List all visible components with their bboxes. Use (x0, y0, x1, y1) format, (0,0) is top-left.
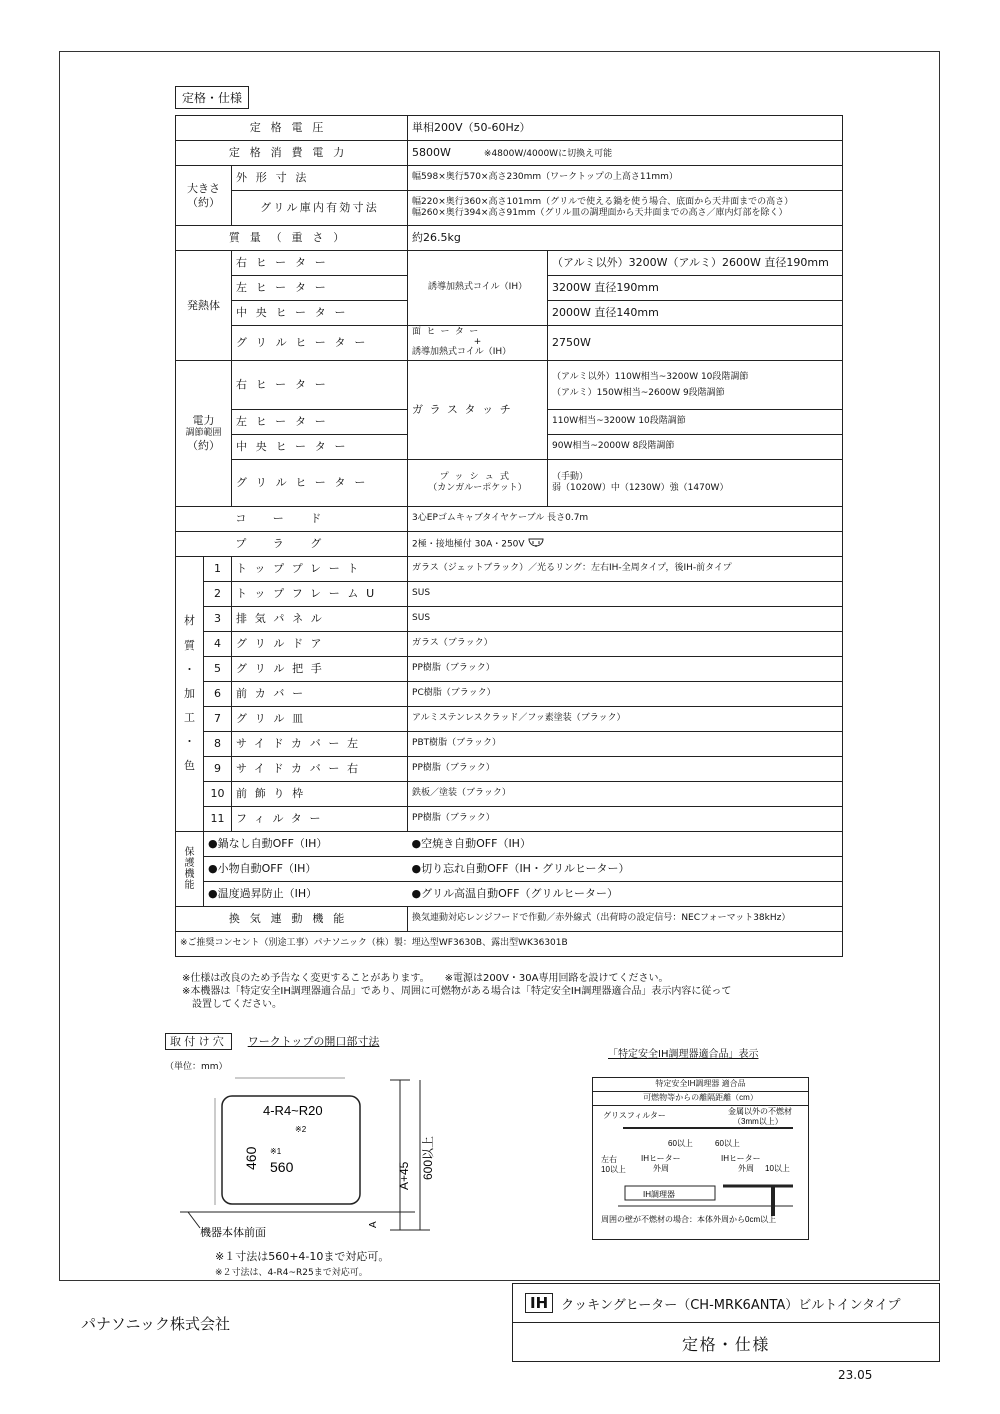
spec-table (175, 115, 843, 957)
width-label: 560 (270, 1159, 294, 1175)
product-name: クッキングヒーター（CH-MRK6ANTA）ビルトインタイプ (561, 1297, 901, 1313)
power-group-3: （約） (187, 439, 220, 453)
power-group-1: 電力 (192, 414, 215, 428)
material-part: 前飾り枠 (232, 782, 408, 807)
radius-label: 4-R4~R20 (263, 1103, 323, 1118)
material-no: 6 (204, 682, 232, 707)
material-part: サイドカバー左 (232, 732, 408, 757)
mass-label: 質量（重さ） (176, 226, 408, 251)
safety-footer: 周囲の壁が不燃材の場合：本体外周から0cm以上 (601, 1215, 777, 1224)
mounting-unit: （単位：mm） (165, 1062, 228, 1072)
power-left-value: 110W相当~3200W 10段階調節 (548, 410, 843, 435)
outer-size-value: 幅598×奥行570×高さ230mm（ワークトップの上高さ11mm） (408, 166, 843, 191)
ventilation-label: 換気連動機能 (176, 907, 408, 932)
v60-1-label: 60以上 (668, 1139, 693, 1148)
material-part: グリルドア (232, 632, 408, 657)
protection-right-2: ●切り忘れ自動OFF（IH・グリルヒーター） (408, 857, 843, 882)
plug-value: 2極・接地極付 30A・250V (412, 539, 525, 550)
safety-box (592, 1077, 809, 1240)
material-value: PP樹脂（ブラック） (408, 807, 843, 832)
heating-grill-type (408, 326, 548, 361)
rated-power-label: 定格消費電力 (176, 141, 408, 166)
note-1: ※仕様は改良のため予告なく変更することがあります。 ※電源は200V・30A専用回路を設けてください。 (182, 973, 669, 984)
grill-type-plus: + (473, 337, 482, 348)
material-no: 10 (204, 782, 232, 807)
material-value: ガラス（ジェットブラック）／光るリング：左右IH-全周タイプ，後IH-前タイプ (408, 557, 843, 582)
material-no: 5 (204, 657, 232, 682)
heating-coil: 誘導加熱式コイル（IH） (408, 251, 548, 326)
mounting-label: 取付け穴 (165, 1033, 232, 1050)
note-2: ※本機器は「特定安全IH調理器適合品」であり、周囲に可燃物がある場合は「特定安全IH調理器適合品」表示内容に従って (182, 986, 732, 997)
power-center-label: 中央ヒーター (232, 435, 408, 460)
material-row (176, 607, 843, 632)
grill-type-1: 面ヒーター (412, 327, 484, 338)
power-grill-value-2: 弱（1020W）中（1230W）強（1470W） (552, 483, 729, 493)
grease-label: グリスフィルター (603, 1111, 666, 1120)
grill-size-value-1: 幅220×奥行360×高さ101mm（グリルで使える鍋を使う場合、底面から天井面までの高さ） (412, 196, 794, 207)
ventilation-value: 換気連動対応レンジフードで作動／赤外線式（出荷時の設定信号：NECフォーマット38kHz） (408, 907, 843, 932)
push-1: プッシュ式 (439, 471, 516, 482)
heating-grill-label: グリルヒーター (232, 326, 408, 361)
materials-group-char: 色 (184, 759, 195, 773)
power-right-value-1: （アルミ以外）110W相当~3200W 10段階調節 (552, 371, 749, 382)
material-no: 11 (204, 807, 232, 832)
power-right-label: 右ヒーター (232, 361, 408, 410)
grill-size-cell (408, 191, 843, 226)
height-a-label: A+45 (397, 1161, 411, 1190)
material-value: PBT樹脂（ブラック） (408, 732, 843, 757)
material-row (176, 782, 843, 807)
protection-right-3: ●グリル高温自動OFF（グリルヒーター） (408, 882, 843, 907)
power-right-value (548, 361, 843, 410)
rated-power-cell (408, 141, 843, 166)
ih-outer-2-label: IHヒーター (721, 1154, 761, 1163)
mounting-note-1: ※１寸法は560+4-10まで対応可。 (215, 1250, 390, 1263)
power-range-group (176, 361, 232, 507)
mark1-label: ※1 (270, 1147, 282, 1156)
grill-size-value-2: 幅260×奥行394×高さ91mm（グリル皿の調理面から天井面までの高さ／庫内灯部を除く） (412, 208, 788, 218)
protection-left-1: ●鍋なし自動OFF（IH） (204, 832, 408, 857)
company-name: パナソニック株式会社 (81, 1315, 230, 1333)
ih-outer-1b-label: 外周 (653, 1164, 669, 1173)
side-label: 左右 (601, 1155, 617, 1164)
material-part: グリル把手 (232, 657, 408, 682)
material-value: 鉄板／塗装（ブラック） (408, 782, 843, 807)
front-label: 機器本体前面 (200, 1227, 266, 1239)
ih-mark: IH (525, 1293, 553, 1313)
material-part: サイドカバー右 (232, 757, 408, 782)
rated-power-note: ※4800W/4000Wに切換え可能 (483, 148, 613, 159)
material-part: 前カバー (232, 682, 408, 707)
power-grill-value-1: （手動） (552, 471, 589, 482)
material-value: ガラス（ブラック） (408, 632, 843, 657)
materials-group-char: 工 (184, 711, 195, 725)
material-row (176, 557, 843, 582)
plug-label: プラグ (176, 532, 408, 557)
protection-left-2: ●小物自動OFF（IH） (204, 857, 408, 882)
notes (182, 972, 731, 1011)
outer-size-label: 外形寸法 (232, 166, 408, 191)
material-value: アルミステンレスクラッド／フッ素塗装（ブラック） (408, 707, 843, 732)
rated-power-value: 5800W (412, 145, 451, 159)
heating-group: 発熱体 (176, 251, 232, 361)
material-part: 排気パネル (232, 607, 408, 632)
protection-group: 保護機能 (176, 832, 204, 907)
material-row (176, 807, 843, 832)
materials-group-char: 質 (184, 638, 195, 652)
mounting-diagram (170, 1070, 450, 1270)
push-2: （カンガルーポケット） (428, 483, 527, 493)
size-group: 大きさ（約） (176, 166, 232, 226)
glass-touch: ガラスタッチ (408, 361, 548, 460)
cord-label: コード (176, 507, 408, 532)
power-left-label: 左ヒーター (232, 410, 408, 435)
power-center-value: 90W相当~2000W 8段階調節 (548, 435, 843, 460)
safety-diagram (593, 1106, 808, 1226)
section-title: 定格・仕様 (175, 86, 249, 109)
materials-group-char: ・ (184, 662, 195, 676)
cord-value: 3心EPゴムキャブタイヤケーブル 長さ0.7m (408, 507, 843, 532)
power-group-2: 調節範囲 (185, 427, 222, 438)
v60-2-label: 60以上 (715, 1139, 740, 1148)
materials-group (176, 557, 204, 832)
heating-left-label: 左ヒーター (232, 276, 408, 301)
heating-right-label: 右ヒーター (232, 251, 408, 276)
safety-head: 特定安全IH調理器 適合品 (593, 1078, 808, 1092)
power-right-value-2: （アルミ）150W相当~2600W 9段階調節 (552, 388, 725, 398)
material-no: 7 (204, 707, 232, 732)
material-part: グリル皿 (232, 707, 408, 732)
materials-group-char: ・ (184, 735, 195, 749)
a-label: A (368, 1221, 379, 1228)
material-no: 9 (204, 757, 232, 782)
mounting-header (165, 1033, 379, 1049)
grill-size-label: グリル庫内有効寸法 (232, 191, 408, 226)
doc-title: 定格・仕様 (681, 1334, 770, 1354)
heating-right-value: （アルミ以外）3200W（アルミ）2600W 直径190mm (548, 251, 843, 276)
protection-left-3: ●温度過昇防止（IH） (204, 882, 408, 907)
outlet-note: ※ご推奨コンセント（別途工事）パナソニック（株）製：埋込型WF3630B、露出型WK36301B (176, 932, 843, 957)
mounting-note-2: ※２寸法は、4-R4~R25まで対応可。 (215, 1268, 368, 1278)
mark2-label: ※2 (295, 1125, 307, 1134)
power-grill-value (548, 460, 843, 507)
material-no: 1 (204, 557, 232, 582)
material-no: 4 (204, 632, 232, 657)
material-row (176, 757, 843, 782)
height-600-label: 600以上 (421, 1135, 435, 1180)
grill-type-2: 誘導加熱式コイル（IH） (412, 346, 512, 357)
material-value: PC樹脂（ブラック） (408, 682, 843, 707)
title-block (512, 1283, 940, 1362)
material-value: PP樹脂（ブラック） (408, 757, 843, 782)
safety-unit-label: IH調理器 (643, 1190, 675, 1199)
heating-grill-value: 2750W (548, 326, 843, 361)
side-10b-label: 10以上 (765, 1164, 790, 1173)
mass-value: 約26.5kg (408, 226, 843, 251)
material-row (176, 657, 843, 682)
safety-sub: 可燃物等からの離隔距離（cm） (593, 1092, 808, 1106)
heating-center-value: 2000W 直径140mm (548, 301, 843, 326)
material-part: フィルター (232, 807, 408, 832)
material-value: SUS (408, 607, 843, 632)
side-10-label: 10以上 (601, 1165, 626, 1174)
material-part: トップフレームU (232, 582, 408, 607)
ih-outer-1-label: IHヒーター (641, 1154, 681, 1163)
depth-label: 460 (243, 1146, 259, 1170)
push-type (408, 460, 548, 507)
material-value: PP樹脂（ブラック） (408, 657, 843, 682)
material-row (176, 582, 843, 607)
material-row (176, 682, 843, 707)
heating-center-label: 中央ヒーター (232, 301, 408, 326)
materials-group-char: 加 (184, 686, 195, 700)
material-no: 2 (204, 582, 232, 607)
material-no: 3 (204, 607, 232, 632)
materials-body (176, 557, 843, 832)
nonmetal-2-label: （3mm以上） (733, 1117, 783, 1126)
nonmetal-label: 金属以外の不燃材 (728, 1107, 792, 1116)
material-no: 8 (204, 732, 232, 757)
note-3: 設置してください。 (182, 999, 282, 1010)
plug-cell (408, 532, 843, 557)
doc-number: 23.05 (838, 1368, 873, 1382)
material-row (176, 732, 843, 757)
rated-voltage-label: 定格電圧 (176, 116, 408, 141)
plug-symbol-icon (527, 537, 545, 551)
mounting-subtitle: ワークトップの開口部寸法 (247, 1035, 380, 1048)
materials-group-char: 材 (184, 614, 195, 628)
heating-left-value: 3200W 直径190mm (548, 276, 843, 301)
ih-outer-2b-label: 外周 (738, 1164, 754, 1173)
power-grill-label: グリルヒーター (232, 460, 408, 507)
material-value: SUS (408, 582, 843, 607)
title-block-row1 (513, 1284, 939, 1323)
material-row (176, 707, 843, 732)
protection-right-1: ●空焼き自動OFF（IH） (408, 832, 843, 857)
material-row (176, 632, 843, 657)
safety-title: 「特定安全IH調理器適合品」表示 (608, 1049, 759, 1060)
rated-voltage-value: 単相200V（50-60Hz） (408, 116, 843, 141)
material-part: トッププレート (232, 557, 408, 582)
